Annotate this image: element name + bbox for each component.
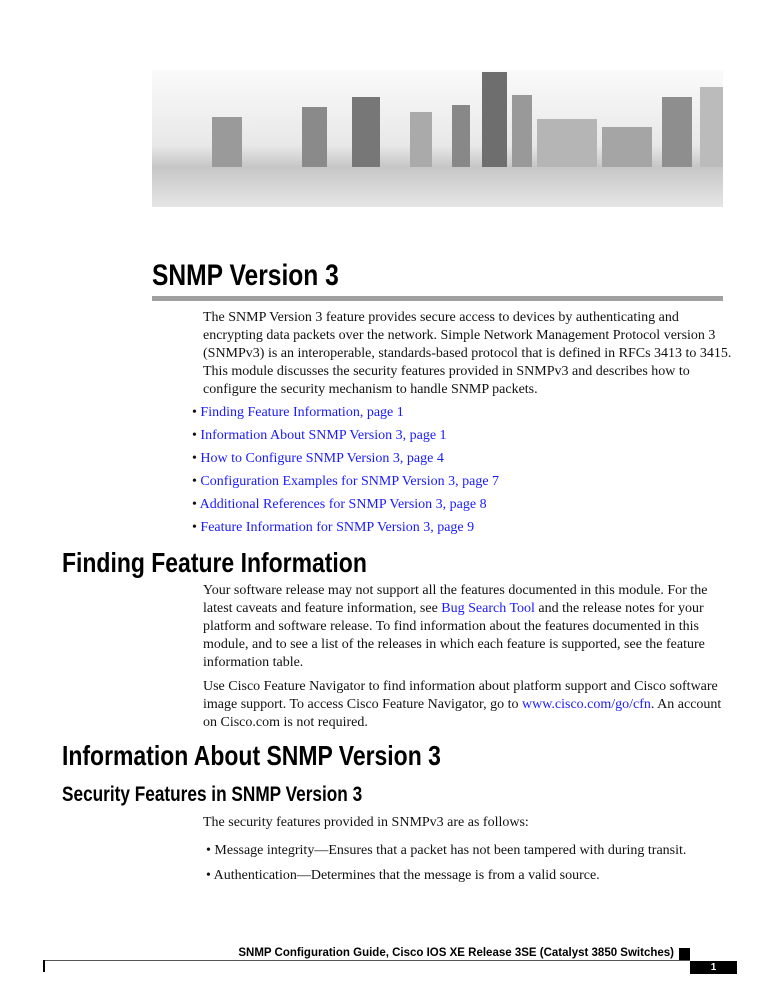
section-heading-finding: Finding Feature Information bbox=[62, 547, 367, 578]
toc-item[interactable]: • Finding Feature Information, page 1 bbox=[192, 405, 404, 420]
intro-paragraph: The SNMP Version 3 feature provides secure access to devices by authenticating and encrypting data packets over the network. Simple Network Management Protocol version 3 (SNMPv3) is an interoperable, standards-based protocol that is defined in RFCs 3413 to 3415. This module discusses the security features provided in SNMPv3 and describes how to configure the security mechanism to handle SNMP packets. bbox=[203, 310, 732, 397]
section-heading-info: Information About SNMP Version 3 bbox=[62, 740, 441, 771]
toc-item[interactable]: • Feature Information for SNMP Version 3, page 9 bbox=[192, 520, 475, 535]
subsection-heading-security: Security Features in SNMP Version 3 bbox=[62, 783, 363, 806]
toc-link[interactable]: Configuration Examples for SNMP Version 3, page 7 bbox=[200, 474, 500, 489]
finding-paragraph-2: Use Cisco Feature Navigator to find information about platform support and Cisco software image support. To access Cisco Feature Navigator, go to www.cisco.com/go/cfn. An account on Cisco.com is not required. bbox=[203, 679, 722, 730]
bug-search-tool-link[interactable]: Bug Search Tool bbox=[441, 601, 535, 616]
toc-link[interactable]: Feature Information for SNMP Version 3, page 9 bbox=[200, 520, 475, 535]
feature-navigator-link[interactable]: www.cisco.com/go/cfn bbox=[521, 697, 651, 712]
toc-item[interactable]: • Information About SNMP Version 3, page 1 bbox=[192, 428, 447, 443]
security-bullet: • Message integrity—Ensures that a packet has not been tampered with during transit. bbox=[206, 843, 687, 858]
toc-link[interactable]: Additional References for SNMP Version 3, page 8 bbox=[199, 497, 487, 512]
toc-link[interactable]: Finding Feature Information, page 1 bbox=[200, 405, 404, 420]
footer-left-tick bbox=[43, 960, 45, 972]
finding-paragraph-1: Your software release may not support all the features documented in this module. For the latest caveats and feature information, see Bug Search Tool and the release notes for your platform and software release. To find information about the features documented in this module, and to see a list of the releases in which each feature is supported, see the feature information table. bbox=[203, 583, 708, 670]
toc-item[interactable]: • Additional References for SNMP Version 3, page 8 bbox=[192, 497, 487, 512]
title-rule bbox=[152, 296, 723, 301]
security-bullet: • Authentication—Determines that the message is from a valid source. bbox=[206, 868, 600, 883]
toc-link[interactable]: How to Configure SNMP Version 3, page 4 bbox=[200, 451, 444, 466]
toc-item[interactable]: • Configuration Examples for SNMP Version 3, page 7 bbox=[192, 474, 500, 489]
page-number: 1 bbox=[690, 961, 737, 974]
page-title: SNMP Version 3 bbox=[152, 259, 339, 292]
toc-link[interactable]: Information About SNMP Version 3, page 1 bbox=[200, 428, 447, 443]
toc-item[interactable]: • How to Configure SNMP Version 3, page 4 bbox=[192, 451, 444, 466]
footer-rule bbox=[43, 960, 690, 961]
footer-guide-title: SNMP Configuration Guide, Cisco IOS XE Release 3SE (Catalyst 3850 Switches) bbox=[238, 947, 674, 959]
security-lead-text: The security features provided in SNMPv3 are as follows: bbox=[203, 815, 529, 830]
